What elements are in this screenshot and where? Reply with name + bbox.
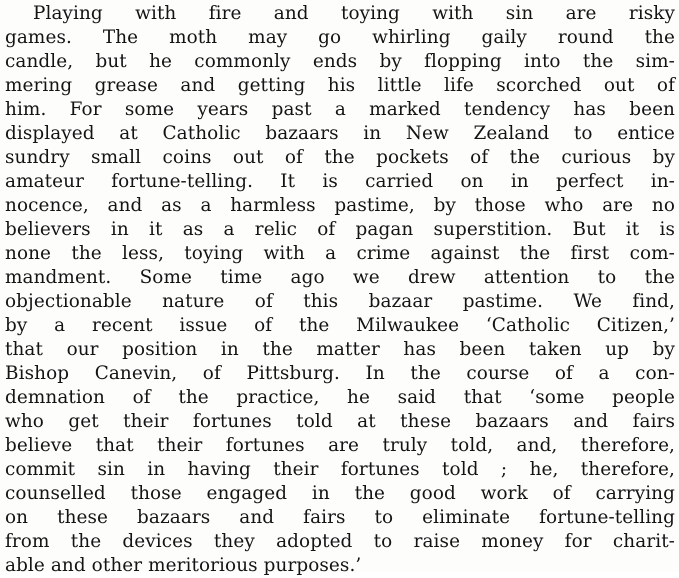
article-line: displayed at Catholic bazaars in New Zealand to entice [5, 123, 675, 144]
article-line: him. For some years past a marked tendency has been [5, 99, 675, 120]
article-line: Bishop Canevin, of Pittsburg. In the course of a con- [5, 363, 675, 384]
article-body [5, 2, 675, 578]
article-line: mandment. Some time ago we drew attention to the [5, 267, 675, 288]
article-line: from the devices they adopted to raise money for charit- [5, 531, 675, 552]
article-line: games. The moth may go whirling gaily round the [5, 27, 675, 48]
article-line: mering grease and getting his little life scorched out of [5, 75, 675, 96]
article-line: believers in it as a relic of pagan superstition. But it is [5, 219, 675, 240]
article-line: by a recent issue of the Milwaukee ‘Catholic Citizen,’ [5, 315, 675, 336]
article-line: that our position in the matter has been taken up by [5, 339, 675, 360]
article-line: Playing with fire and toying with sin are risky [33, 3, 675, 24]
article-line: candle, but he commonly ends by flopping into the sim- [5, 51, 675, 72]
article-line: sundry small coins out of the pockets of the curious by [5, 147, 675, 168]
article-line: believe that their fortunes are truly told, and, therefore, [5, 435, 675, 456]
article-line: on these bazaars and fairs to eliminate fortune-telling [5, 507, 675, 528]
article-line: who get their fortunes told at these bazaars and fairs [5, 411, 675, 432]
article-line: demnation of the practice, he said that ‘some people [5, 387, 675, 408]
article-line: able and other meritorious purposes.’ [5, 555, 362, 576]
article-line: commit sin in having their fortunes told ; he, therefore, [5, 459, 675, 480]
article-line: objectionable nature of this bazaar pastime. We find, [5, 291, 675, 312]
article-line: amateur fortune-telling. It is carried on in perfect in- [5, 171, 675, 192]
article-line: nocence, and as a harmless pastime, by those who are no [5, 195, 675, 216]
article-line: none the less, toying with a crime against the first com- [5, 243, 675, 264]
article-line: counselled those engaged in the good work of carrying [5, 483, 675, 504]
